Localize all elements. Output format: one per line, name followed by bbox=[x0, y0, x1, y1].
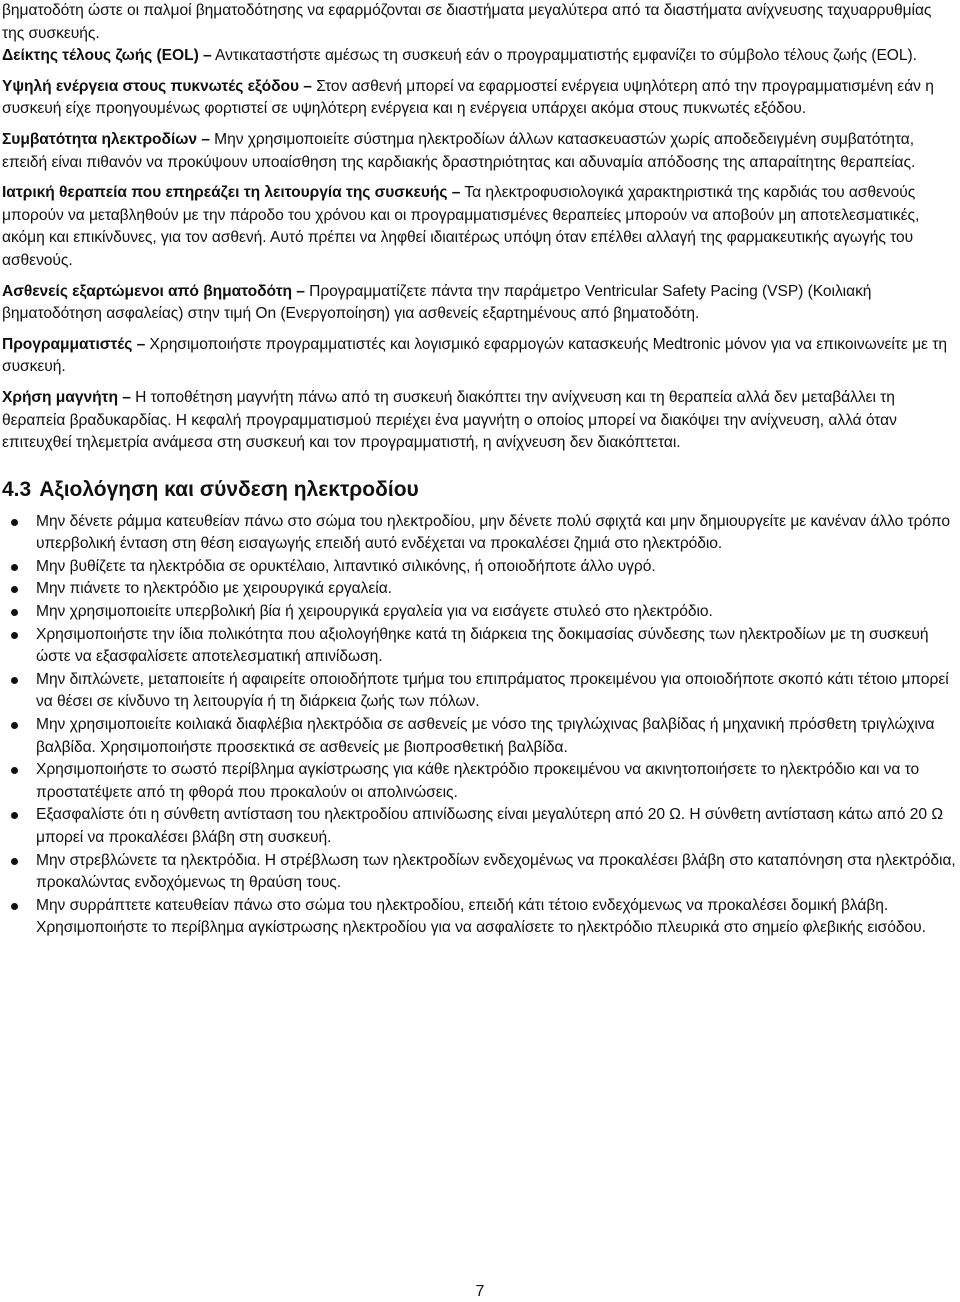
list-item-text: Μην στρεβλώνετε τα ηλεκτρόδια. Η στρέβλωση των ηλεκτροδίων ενδεχομένως να προκαλέσει βλάβη στο καταπόνηση στα ηλεκτρόδια, προκαλώντας ενδοχόμενως τη θραύση τους. bbox=[36, 851, 956, 892]
list-item-text: Μην πιάνετε το ηλεκτρόδιο με χειρουργικά εργαλεία. bbox=[36, 580, 392, 598]
paragraph-lead-compatibility bbox=[2, 129, 957, 174]
list-item-text: Μην βυθίζετε τα ηλεκτρόδια σε ορυκτέλαιο, λιπαντικό σιλικόνης, ή οποιοδήποτε άλλο υγρό. bbox=[36, 557, 656, 575]
bullet-icon bbox=[11, 609, 18, 616]
section-heading bbox=[2, 477, 957, 503]
bullet-icon bbox=[11, 767, 18, 774]
bullet-icon bbox=[11, 632, 18, 639]
paragraph-text: Στον ασθενή μπορεί να εφαρμοστεί ενέργεια υψηλότερη από την προγραμματισμένη εάν η συσκευή είχε προηγουμένως φορτιστεί σε υψηλότερη ενέργεια και η ενέργεια υπάρχει ακόμα στους πυκνωτές εξόδου. bbox=[2, 77, 934, 118]
list-item bbox=[2, 601, 957, 624]
list-item bbox=[2, 895, 957, 940]
list-item-text: Μην συρράπτετε κατευθείαν πάνω στο σώμα του ηλεκτροδίου, επειδή κάτι τέτοιο ενδεχόμενως να προκαλέσει δομική βλάβη. Χρησιμοποιήστε το περίβλημα αγκίστρωσης ηλεκτροδίου για να ασφαλίσετε το ηλεκτρόδιο πλευρικά στο σημείο φλεβικής εισόδου. bbox=[36, 896, 926, 937]
paragraph-title: Χρήση μαγνήτη – bbox=[2, 388, 131, 406]
bullet-icon bbox=[11, 812, 18, 819]
paragraph-title: Υψηλή ενέργεια στους πυκνωτές εξόδου – bbox=[2, 77, 312, 95]
paragraph-title: Συμβατότητα ηλεκτροδίων – bbox=[2, 130, 210, 148]
list-item-text: Χρησιμοποιήστε την ίδια πολικότητα που αξιολογήθηκε κατά τη διάρκεια της δοκιμασίας σύνδεσης των ηλεκτροδίων με τη συσκευή ώστε να εξασφαλίσετε αποτελεσματική απινίδωση. bbox=[36, 625, 929, 666]
list-item bbox=[2, 624, 957, 669]
paragraph-title: Ασθενείς εξαρτώμενοι από βηματοδότη – bbox=[2, 282, 305, 300]
list-item bbox=[2, 804, 957, 849]
list-item bbox=[2, 759, 957, 804]
paragraph-text: Χρησιμοποιήστε προγραμματιστές και λογισμικό εφαρμογών κατασκευής Medtronic μόνον για να επικοινωνείτε με τη συσκευή. bbox=[2, 335, 947, 376]
paragraph-title: Ιατρική θεραπεία που επηρεάζει τη λειτουργία της συσκευής – bbox=[2, 184, 461, 202]
paragraph-eol bbox=[2, 45, 957, 68]
paragraph-medical-therapy bbox=[2, 182, 957, 272]
paragraph-title: Προγραμματιστές – bbox=[2, 335, 146, 353]
paragraph-title: Δείκτης τέλους ζωής (EOL) – bbox=[2, 47, 212, 65]
section-number: 4.3 bbox=[2, 477, 32, 501]
intro-paragraph: βηματοδότη ώστε οι παλμοί βηματοδότησης να εφαρμόζονται σε διαστήματα μεγαλύτερα από τα διαστήματα ανίχνευσης ταχυαρρυθμίας της συσκευής. bbox=[2, 2, 932, 42]
list-item-text: Μην διπλώνετε, μεταποιείτε ή αφαιρείτε οποιοδήποτε τμήμα του επιπράματος προκειμένου για οποιοδήποτε σκοπό κάτι τέτοιο μπορεί να θέσει σε κίνδυνο τη λειτουργία ή τη διάρκεια ζωής των πόλων. bbox=[36, 670, 949, 711]
page-number: 7 bbox=[475, 1283, 485, 1300]
bullet-icon bbox=[11, 677, 18, 684]
bullet-icon bbox=[11, 722, 18, 729]
list-item-text: Μην χρησιμοποιείτε κοιλιακά διαφλέβια ηλεκτρόδια σε ασθενείς με νόσο της τριγλώχινας βαλβίδας ή μηχανική πρόσθετη τριγλώχινα βαλβίδα. Χρησιμοποιήστε προσεκτικά σε ασθενείς με βιοπροσθετική βαλβίδα. bbox=[36, 716, 935, 756]
list-item-text: Χρησιμοποιήστε το σωστό περίβλημα αγκίστρωσης για κάθε ηλεκτρόδιο προκειμένου να ακινητοποιήσετε το ηλεκτρόδιο και να το προστατέψετε από τη φθορά που προκαλούν οι απολινώσεις. bbox=[36, 761, 920, 801]
bullet-icon bbox=[11, 903, 18, 910]
list-item bbox=[2, 669, 957, 714]
list-item bbox=[2, 556, 957, 579]
list-item bbox=[2, 850, 957, 895]
bullet-icon bbox=[11, 858, 18, 865]
bullet-icon bbox=[11, 586, 18, 593]
paragraph-programmers bbox=[2, 334, 957, 379]
list-item bbox=[2, 511, 957, 556]
paragraph-high-energy bbox=[2, 76, 957, 121]
paragraph-text: Τα ηλεκτροφυσιολογικά χαρακτηριστικά της καρδιάς του ασθενούς μπορούν να μεταβληθούν με την πάροδο του χρόνου και οι προγραμματισμένες θεραπείες μπορούν να αποβούν μη αποτελεσματικές, ακόμη και επικίνδυνες, για τον ασθενή. Αυτό πρέπει να ληφθεί ιδιαιτέρως υπόψη όταν επέλθει αλλαγή της φαρμακευτικής αγωγής του ασθενούς. bbox=[2, 184, 920, 269]
paragraph-pacemaker-dependent bbox=[2, 281, 957, 326]
list-item bbox=[2, 578, 957, 601]
paragraph-text: Αντικαταστήστε αμέσως τη συσκευή εάν ο προγραμματιστής εμφανίζει το σύμβολο τέλους ζωής (EOL). bbox=[211, 47, 917, 65]
bullet-icon bbox=[11, 564, 18, 571]
list-item bbox=[2, 714, 957, 759]
list-item-text: Εξασφαλίστε ότι η σύνθετη αντίσταση του ηλεκτροδίου απινίδωσης είναι μεγαλύτερη από 20 Ω. Η σύνθετη αντίσταση κάτω από 20 Ω μπορεί να προκαλέσει βλάβη στη συσκευή. bbox=[36, 806, 943, 846]
paragraph-text: Προγραμματίζετε πάντα την παράμετρο Ventricular Safety Pacing (VSP) (Κοιλιακή βηματοδότηση ασφαλείας) στην τιμή On (Ενεργοποίηση) για ασθενείς εξαρτημένους από βηματοδότη. bbox=[2, 282, 872, 323]
list-item-text: Μην δένετε ράμμα κατευθείαν πάνω στο σώμα του ηλεκτροδίου, μην δένετε πολύ σφιχτά και μην δημιουργείτε με κανέναν άλλο τρόπο υπερβολική ένταση στη θέση εισαγωγής επειδή αυτό ενδέχεται να προκαλέσει ζημιά στο ηλεκτρόδιο. bbox=[36, 512, 950, 553]
paragraph-text: Μην χρησιμοποιείτε σύστημα ηλεκτροδίων άλλων κατασκευαστών χωρίς αποδεδειγμένη συμβατότητα, επειδή είναι πιθανόν να προκύψουν υποαίσθηση της καρδιακής δραστηριότητας και αδυναμία απόδοσης της απαραίτητης θεραπείας. bbox=[2, 130, 916, 171]
paragraph-text: Η τοποθέτηση μαγνήτη πάνω από τη συσκευή διακόπτει την ανίχνευση και τη θεραπεία αλλά δεν μεταβάλλει τη θεραπεία βραδυκαρδίας. Η κεφαλή προγραμματισμού περιέχει ένα μαγνήτη ο οποίος μπορεί να διακόψει την ανίχνευση, αλλά όταν επιτευχθεί τηλεμετρία ανάμεσα στη συσκευή και τον προγραμματιστή, η ανίχνευση δεν διακόπτεται. bbox=[2, 388, 897, 452]
section-title: Αξιολόγηση και σύνδεση ηλεκτροδίου bbox=[39, 477, 419, 501]
document-page bbox=[2, 0, 957, 940]
bullet-icon bbox=[11, 519, 18, 526]
bullet-list bbox=[2, 511, 957, 940]
list-item-text: Μην χρησιμοποιείτε υπερβολική βία ή χειρουργικά εργαλεία για να εισάγετε στυλεό στο ηλεκτρόδιο. bbox=[36, 603, 713, 621]
paragraph-magnet-use bbox=[2, 387, 957, 455]
